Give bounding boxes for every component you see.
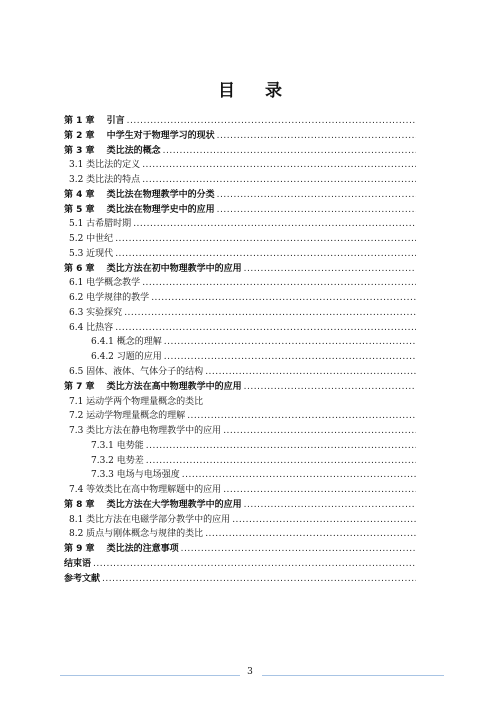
toc-dot-leader bbox=[164, 337, 416, 347]
toc-dot-leader bbox=[133, 219, 416, 229]
toc-entry[interactable] bbox=[64, 512, 416, 527]
toc-dot-leader bbox=[232, 515, 416, 525]
toc-dot-leader bbox=[244, 264, 416, 274]
toc-entry-label: 7.3.1 电势能 bbox=[91, 440, 144, 451]
toc-entry[interactable] bbox=[64, 187, 416, 202]
toc-entry-label: 第 1 章 引言 bbox=[64, 116, 125, 126]
toc-entry-label: 7.4 等效类比在高中物理解题中的应用 bbox=[69, 485, 222, 496]
toc-dot-leader bbox=[115, 323, 416, 333]
toc-entry-label: 6.4 比热容 bbox=[69, 322, 114, 333]
toc-entry[interactable] bbox=[64, 290, 416, 305]
toc-entry-label: 5.3 近现代 bbox=[69, 248, 114, 259]
toc-entry[interactable] bbox=[64, 556, 416, 571]
toc-entry-label: 6.3 实验探究 bbox=[69, 307, 123, 318]
toc-entry[interactable] bbox=[64, 246, 416, 261]
toc-entry[interactable] bbox=[64, 113, 416, 128]
toc-entry[interactable] bbox=[64, 128, 416, 143]
toc-dot-leader bbox=[223, 485, 416, 495]
toc-entry-label: 第 4 章 类比法在物理教学中的分类 bbox=[64, 189, 215, 200]
toc-entry[interactable] bbox=[64, 202, 416, 217]
toc-dot-leader bbox=[102, 574, 416, 584]
toc-dot-leader bbox=[142, 175, 416, 185]
toc-entry-label: 7.3.3 电场与电场强度 bbox=[91, 470, 180, 481]
toc-entry-label: 第 7 章 类比方法在高中物理教学中的应用 bbox=[64, 381, 242, 392]
page-number: 3 bbox=[247, 667, 253, 677]
toc-entry[interactable] bbox=[64, 275, 416, 290]
toc-entry[interactable] bbox=[64, 541, 416, 556]
toc-entry[interactable] bbox=[64, 231, 416, 246]
toc-dot-leader bbox=[163, 146, 416, 156]
toc-entry[interactable] bbox=[64, 320, 416, 335]
toc-dot-leader bbox=[182, 470, 416, 480]
toc-dot-leader bbox=[146, 456, 416, 466]
toc-entry[interactable] bbox=[64, 364, 416, 379]
toc-entry[interactable] bbox=[64, 497, 416, 512]
toc-dot-leader bbox=[181, 544, 416, 554]
toc-dot-leader bbox=[142, 160, 416, 170]
toc-entry-label: 3.2 类比法的特点 bbox=[69, 175, 141, 186]
toc-title: 目 录 bbox=[218, 81, 294, 101]
toc-entry-label: 第 9 章 类比法的注意事项 bbox=[64, 544, 179, 555]
toc-entry-label: 第 8 章 类比方法在大学物理教学中的应用 bbox=[64, 499, 242, 510]
toc-entry[interactable] bbox=[64, 157, 416, 172]
toc-dot-leader bbox=[151, 293, 416, 303]
toc-dot-leader bbox=[223, 426, 416, 436]
toc-entry[interactable] bbox=[64, 467, 416, 482]
toc-entry-label: 参考文献 bbox=[64, 573, 101, 584]
toc-entry-label: 第 3 章 类比法的概念 bbox=[64, 145, 161, 156]
toc-entry[interactable] bbox=[64, 261, 416, 276]
toc-entry[interactable] bbox=[64, 172, 416, 187]
toc-entry-label: 7.3.2 电势差 bbox=[91, 455, 144, 466]
toc-entry[interactable] bbox=[64, 408, 416, 423]
toc-dot-leader bbox=[146, 441, 416, 451]
toc-dot-leader bbox=[217, 190, 416, 200]
toc-entry[interactable] bbox=[64, 349, 416, 364]
toc-entry[interactable] bbox=[64, 571, 416, 586]
toc-entry[interactable] bbox=[64, 379, 416, 394]
toc-entry-label: 第 5 章 类比法在物理学史中的应用 bbox=[64, 204, 215, 215]
table-of-contents bbox=[64, 113, 416, 586]
toc-dot-leader bbox=[205, 367, 416, 377]
toc-dot-leader bbox=[115, 234, 416, 244]
toc-entry-label: 7.3 类比方法在静电物理教学中的应用 bbox=[69, 426, 222, 437]
toc-entry-label: 3.1 类比法的定义 bbox=[69, 160, 141, 171]
toc-entry-label: 5.2 中世纪 bbox=[69, 234, 114, 245]
toc-dot-leader bbox=[124, 308, 416, 318]
toc-entry[interactable] bbox=[64, 526, 416, 541]
toc-entry-label: 6.4.2 习题的应用 bbox=[91, 352, 162, 363]
toc-entry[interactable] bbox=[64, 216, 416, 231]
toc-dot-leader bbox=[142, 278, 416, 288]
toc-entry-label: 6.2 电学规律的教学 bbox=[69, 293, 150, 304]
toc-entry-label: 6.4.1 概念的理解 bbox=[91, 337, 162, 348]
toc-entry[interactable] bbox=[64, 334, 416, 349]
toc-dot-leader bbox=[115, 249, 416, 259]
toc-entry-label: 8.2 质点与刚体概念与规律的类比 bbox=[69, 529, 204, 540]
toc-dot-leader bbox=[217, 131, 416, 141]
toc-entry-label: 5.1 古希腊时期 bbox=[69, 219, 132, 230]
toc-entry[interactable] bbox=[64, 438, 416, 453]
toc-entry-label: 6.5 固体、液体、气体分子的结构 bbox=[69, 367, 204, 378]
toc-dot-leader bbox=[164, 352, 416, 362]
toc-entry-label: 7.2 运动学物理量概念的理解 bbox=[69, 411, 186, 422]
toc-entry-label: 6.1 电学概念教学 bbox=[69, 278, 141, 289]
toc-entry[interactable] bbox=[64, 453, 416, 468]
toc-dot-leader bbox=[244, 382, 416, 392]
toc-entry-label: 8.1 类比方法在电磁学部分教学中的应用 bbox=[69, 514, 231, 525]
toc-entry[interactable] bbox=[64, 423, 416, 438]
toc-dot-leader bbox=[244, 500, 416, 510]
toc-entry[interactable] bbox=[64, 143, 416, 158]
toc-entry[interactable] bbox=[64, 394, 416, 409]
toc-dot-leader bbox=[205, 529, 416, 539]
toc-entry-label: 第 2 章 中学生对于物理学习的现状 bbox=[64, 130, 215, 141]
toc-entry-label: 结束语 bbox=[64, 558, 92, 569]
toc-entry[interactable] bbox=[64, 305, 416, 320]
toc-entry[interactable] bbox=[64, 482, 416, 497]
toc-dot-leader bbox=[93, 559, 416, 569]
toc-dot-leader bbox=[187, 411, 416, 421]
toc-entry-label: 第 6 章 类比方法在初中物理教学中的应用 bbox=[64, 263, 242, 274]
toc-dot-leader bbox=[217, 205, 416, 215]
toc-dot-leader bbox=[127, 116, 416, 126]
toc-entry-label: 7.1 运动学两个物理量概念的类比 bbox=[69, 396, 204, 407]
